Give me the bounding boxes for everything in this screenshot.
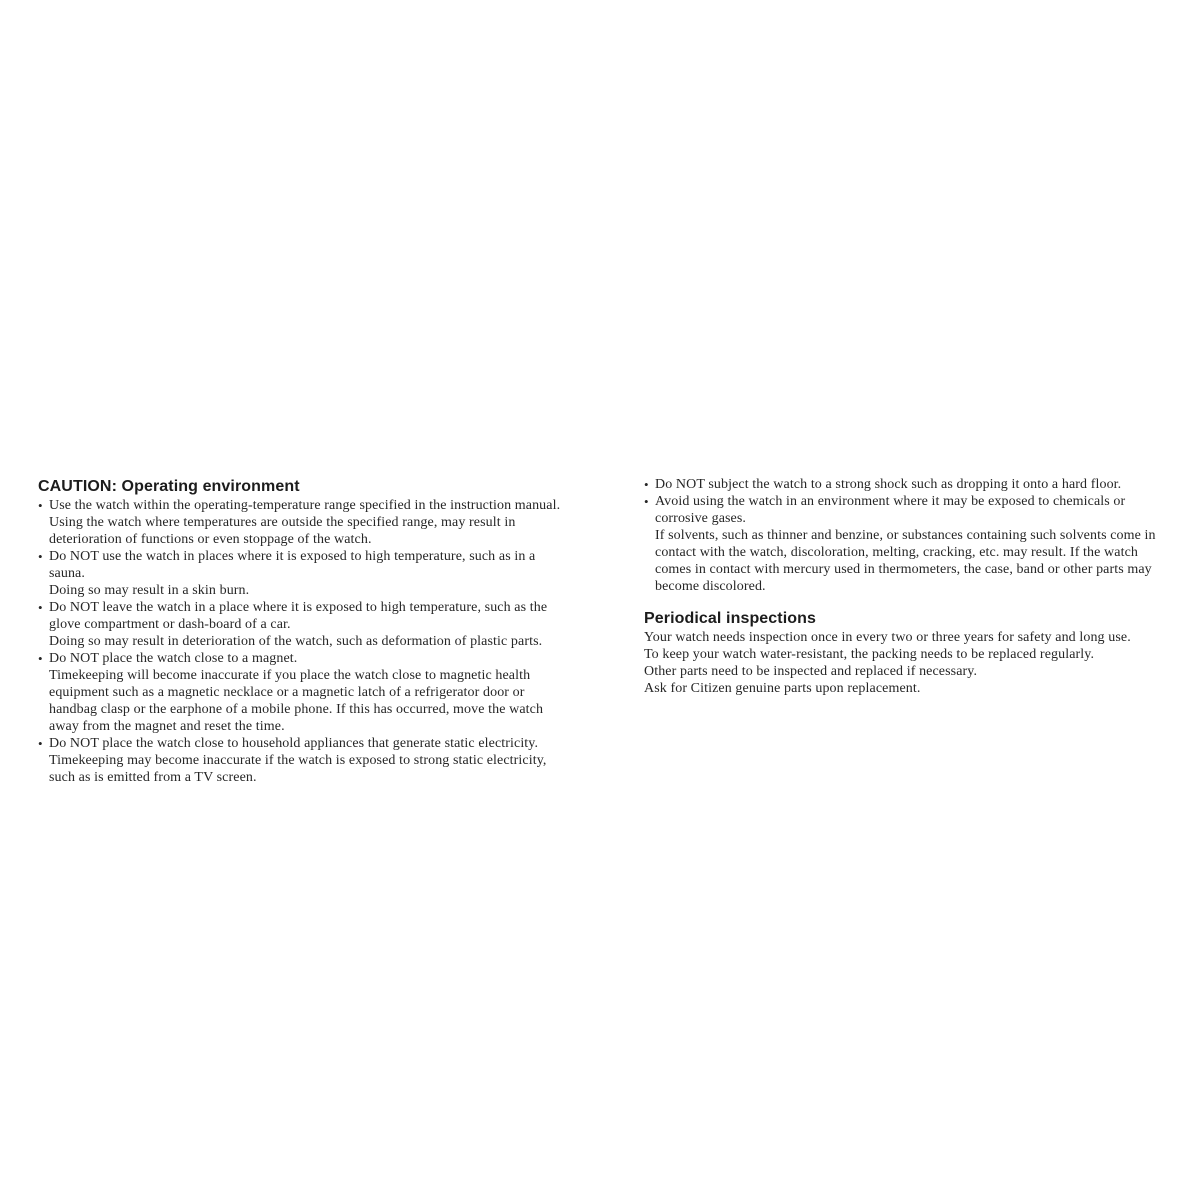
- bullet-lead: Use the watch within the operating-temperature range specified in the instruction manual.: [49, 498, 561, 513]
- bullet-detail: Doing so may result in deterioration of the watch, such as deformation of plastic parts.: [49, 634, 543, 649]
- periodical-inspections-heading: Periodical inspections: [644, 610, 817, 627]
- bullet-icon: •: [38, 498, 43, 513]
- bullet-detail: Using the watch where temperatures are outside the specified range, may result in deterioration of functions or even stoppage of the watch.: [49, 515, 516, 547]
- bullet-icon: •: [38, 651, 43, 666]
- bullet-item-high-temperature-sauna: [38, 548, 568, 599]
- bullet-icon: •: [38, 736, 43, 751]
- bullet-icon: •: [644, 494, 649, 509]
- periodical-line: Ask for Citizen genuine parts upon replacement.: [644, 681, 921, 696]
- bullet-item-strong-shock: [644, 476, 1166, 493]
- bullet-item-temperature-range: [38, 497, 568, 548]
- bullet-icon: •: [38, 549, 43, 564]
- bullet-detail: Timekeeping may become inaccurate if the watch is exposed to strong static electricity, such as is emitted from a TV screen.: [49, 753, 547, 785]
- bullet-item-glove-compartment: [38, 599, 568, 650]
- bullet-lead: Do NOT place the watch close to a magnet.: [49, 651, 298, 666]
- periodical-inspections-section: [644, 610, 1166, 697]
- bullet-lead: Avoid using the watch in an environment where it may be exposed to chemicals or corrosive gases.: [655, 494, 1126, 526]
- bullet-item-static-electricity: [38, 735, 568, 786]
- periodical-line: Other parts need to be inspected and replaced if necessary.: [644, 664, 978, 679]
- bullet-lead: Do NOT use the watch in places where it is exposed to high temperature, such as in a sauna.: [49, 549, 536, 581]
- periodical-line: Your watch needs inspection once in every two or three years for safety and long use.: [644, 630, 1131, 645]
- bullet-lead: Do NOT place the watch close to household appliances that generate static electricity.: [49, 736, 539, 751]
- caution-heading: CAUTION: Operating environment: [38, 478, 300, 495]
- left-column: [38, 478, 568, 786]
- bullet-detail: Timekeeping will become inaccurate if you place the watch close to magnetic health equipment such as a magnetic necklace or a magnetic latch of a refrigerator door or handbag clasp or the earphone of a mobile phone. If this has occurred, move the watch away from the magnet and reset the time.: [49, 668, 544, 734]
- bullet-detail: Doing so may result in a skin burn.: [49, 583, 250, 598]
- bullet-item-chemicals: [644, 493, 1166, 595]
- bullet-icon: •: [38, 600, 43, 615]
- bullet-icon: •: [644, 477, 649, 492]
- periodical-line: To keep your watch water-resistant, the packing needs to be replaced regularly.: [644, 647, 1095, 662]
- bullet-lead: Do NOT leave the watch in a place where it is exposed to high temperature, such as the glove compartment or dash-board of a car.: [49, 600, 548, 632]
- right-column: [644, 476, 1166, 697]
- bullet-lead: Do NOT subject the watch to a strong shock such as dropping it onto a hard floor.: [655, 477, 1122, 492]
- bullet-detail: If solvents, such as thinner and benzine, or substances containing such solvents come in contact with the watch, discoloration, melting, cracking, etc. may result. If the watch comes in contact with mercury used in thermometers, the case, band or other parts may become discolored.: [655, 528, 1156, 594]
- bullet-item-magnet: [38, 650, 568, 735]
